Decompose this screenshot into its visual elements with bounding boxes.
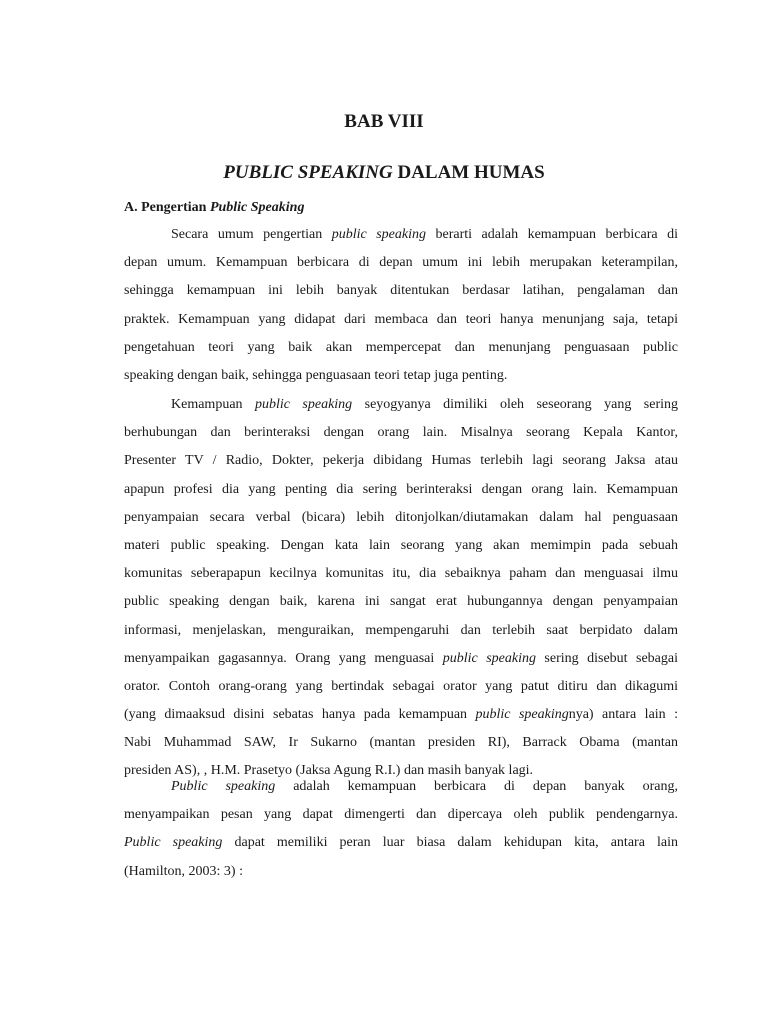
paragraph-line: orator. Contoh orang-orang yang bertindak sebagai orator yang patut ditiru dan dikagumi: [124, 678, 678, 694]
section-heading: [124, 196, 304, 220]
paragraph-3: [124, 773, 678, 886]
paragraph-line: materi public speaking. Dengan kata lain seorang yang akan memimpin pada sebuah: [124, 537, 678, 553]
section-heading-prefix: A. Pengertian: [124, 200, 210, 215]
paragraph-line: (yang dimaaksud disini sebatas hanya pada kemampuan public speakingnya) antara lain :: [124, 707, 679, 723]
paragraph-line: penyampaian secara verbal (bicara) lebih ditonjolkan/diutamakan dalam hal penguasaan: [124, 509, 678, 525]
paragraph-1: [124, 221, 678, 390]
paragraph-line: (Hamilton, 2003: 3) :: [124, 863, 243, 879]
paragraph-line: presiden AS), , H.M. Prasetyo (Jaksa Agung R.I.) dan masih banyak lagi.: [124, 763, 534, 779]
paragraph-line: menyampaikan pesan yang dapat dimengerti dan dipercaya oleh publik pendengarnya.: [124, 807, 678, 823]
paragraph-line: Public speaking adalah kemampuan berbicara di depan banyak orang,: [171, 779, 678, 794]
paragraph-line: Secara umum pengertian public speaking berarti adalah kemampuan berbicara di: [171, 227, 678, 242]
paragraph-line: berhubungan dan berinteraksi dengan orang lain. Misalnya seorang Kepala Kantor,: [124, 425, 678, 441]
paragraph-line: sehingga kemampuan ini lebih banyak ditentukan berdasar latihan, pengalaman dan: [124, 283, 678, 299]
paragraph-line: pengetahuan teori yang baik akan mempercepat dan menunjang penguasaan public: [124, 339, 678, 355]
chapter-heading: BAB VIII: [344, 111, 424, 132]
italic-term: public speaking: [331, 227, 426, 242]
italic-term: Public speaking: [171, 779, 276, 794]
paragraph-line: Presenter TV / Radio, Dokter, pekerja dibidang Humas terlebih lagi seorang Jaksa atau: [124, 453, 678, 469]
paragraph-line: Public speaking dapat memiliki peran luar biasa dalam kehidupan kita, antara lain: [124, 835, 678, 851]
paragraph-line: praktek. Kemampuan yang didapat dari membaca dan teori hanya menunjang saja, tetapi: [124, 311, 678, 327]
paragraph-2: [124, 391, 678, 786]
italic-term: public speaking: [475, 707, 569, 723]
chapter-title-rest: DALAM HUMAS: [392, 162, 545, 183]
paragraph-line: depan umum. Kemampuan berbicara di depan umum ini lebih merupakan keterampilan,: [124, 255, 678, 271]
paragraph-line: menyampaikan gagasannya. Orang yang menguasai public speaking sering disebut sebagai: [124, 650, 678, 666]
chapter-title-italic: PUBLIC SPEAKING: [223, 162, 393, 183]
paragraph-line: public speaking dengan baik, karena ini sangat erat hubungannya dengan penyampaian: [124, 594, 678, 610]
paragraph-line: speaking dengan baik, sehingga penguasaan teori tetap juga penting.: [124, 367, 508, 383]
paragraph-line: Nabi Muhammad SAW, Ir Sukarno (mantan presiden RI), Barrack Obama (mantan: [124, 735, 678, 751]
italic-term: Public speaking: [124, 835, 223, 851]
italic-term: public speaking: [254, 397, 353, 412]
paragraph-line: Kemampuan public speaking seyogyanya dimiliki oleh seseorang yang sering: [171, 397, 678, 412]
paragraph-line: komunitas seberapapun kecilnya komunitas itu, dia sebaiknya paham dan menguasai ilmu: [124, 566, 678, 582]
paragraph-line: informasi, menjelaskan, menguraikan, mempengaruhi dan terlebih saat berpidato dalam: [124, 622, 678, 638]
section-heading-italic: Public Speaking: [209, 200, 305, 215]
italic-term: public speaking: [442, 650, 536, 666]
paragraph-line: apapun profesi dia yang penting dia sering berinteraksi dengan orang lain. Kemampuan: [124, 481, 678, 497]
chapter-title: [0, 159, 768, 187]
